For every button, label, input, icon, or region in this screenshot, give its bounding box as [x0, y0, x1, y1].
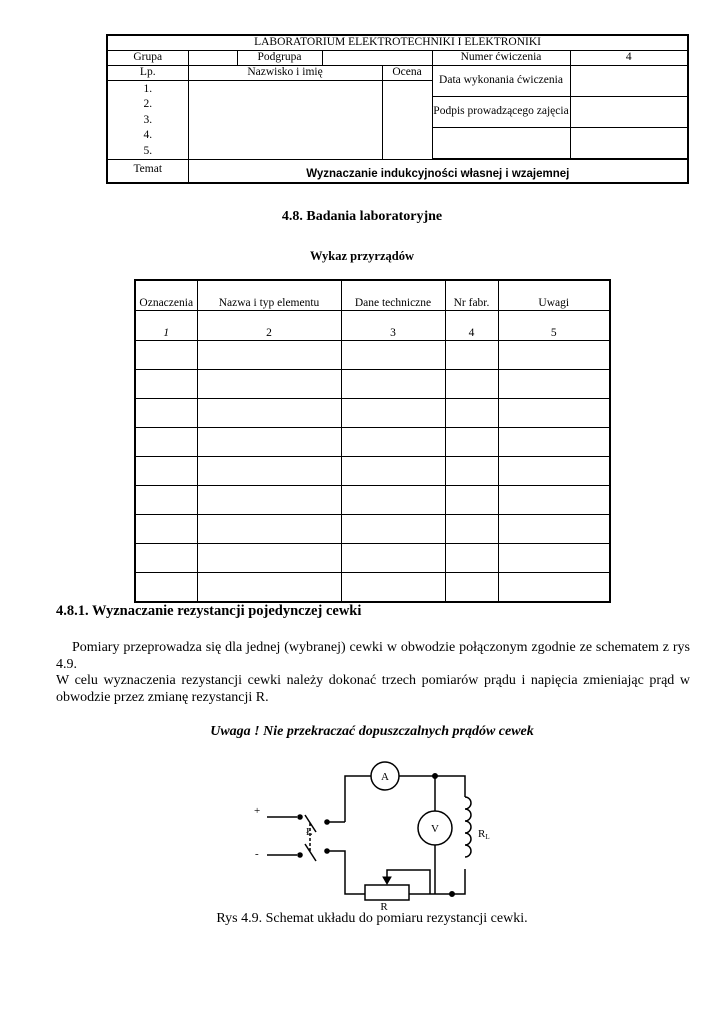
- col-number: 2: [197, 311, 341, 341]
- podgrupa-value-cell: [322, 50, 432, 65]
- podpis-blank-cell: [432, 127, 570, 158]
- wire-top-left: [345, 776, 371, 822]
- instrument-cell: [197, 573, 341, 603]
- lp-label: Lp.: [107, 65, 188, 80]
- instrument-cell: [445, 457, 498, 486]
- lp-numbers: [107, 80, 188, 160]
- instrument-cell: [341, 341, 445, 370]
- instrument-cell: [197, 341, 341, 370]
- coil-label: [478, 828, 490, 841]
- paragraph-1: Pomiary przeprowadza się dla jednej (wybranej) cewki w obwodzie połączonym zgodnie ze schematem z rys 4.9.: [56, 640, 690, 672]
- header-table: [106, 34, 689, 184]
- instrument-cell: [197, 486, 341, 515]
- switch-blade-bottom: [305, 844, 316, 861]
- instrument-cell: [445, 573, 498, 603]
- resistor-label: R: [380, 901, 388, 910]
- instrument-cell: [135, 573, 197, 603]
- col-number: 1: [135, 311, 197, 341]
- instrument-cell: [445, 399, 498, 428]
- ammeter-label: A: [381, 771, 389, 783]
- lp-number: 4.: [143, 129, 153, 141]
- subsection-title: 4.8.1. Wyznaczanie rezystancji pojedynczej cewki: [56, 603, 362, 619]
- instrument-cell: [135, 515, 197, 544]
- instrument-cell: [498, 341, 610, 370]
- col-number: 4: [445, 311, 498, 341]
- col-uwagi: Uwagi: [498, 280, 610, 311]
- coil-label-main: R: [478, 828, 486, 840]
- instrument-row: [135, 370, 610, 399]
- podpis-blank-cell-2: [570, 127, 688, 158]
- instrument-cell: [341, 399, 445, 428]
- instrument-cell: [135, 486, 197, 515]
- instrument-cell: [197, 399, 341, 428]
- instrument-cell: [498, 544, 610, 573]
- instrument-row: [135, 515, 610, 544]
- instrument-cell: [445, 341, 498, 370]
- ocena-cell: [382, 80, 432, 160]
- podpis-value-cell: [570, 96, 688, 127]
- instrument-cell: [498, 428, 610, 457]
- instrument-cell: [197, 428, 341, 457]
- podgrupa-label: Podgrupa: [237, 50, 322, 65]
- instrument-cell: [135, 457, 197, 486]
- terminal-minus-left: [298, 853, 303, 858]
- instrument-cell: [197, 515, 341, 544]
- instrument-row: [135, 544, 610, 573]
- instrument-cell: [341, 486, 445, 515]
- temat-value: Wyznaczanie indukcyjności własnej i wzajemnej: [188, 160, 688, 183]
- nazwisko-cell: [188, 80, 382, 160]
- voltmeter-label: V: [431, 823, 439, 835]
- instrument-cell: [135, 341, 197, 370]
- col-number: 3: [341, 311, 445, 341]
- numer-label: Numer ćwiczenia: [432, 50, 570, 65]
- instrument-cell: [135, 544, 197, 573]
- slider-arrow-icon: [383, 877, 391, 884]
- instrument-row: [135, 573, 610, 603]
- instrument-cell: [498, 573, 610, 603]
- instrument-cell: [445, 544, 498, 573]
- lp-number: 5.: [143, 144, 153, 157]
- resistor-body: [365, 885, 409, 900]
- instrument-cell: [341, 370, 445, 399]
- lp-number: 1.: [143, 82, 153, 95]
- grupa-label: Grupa: [107, 50, 188, 65]
- instruments-table: [134, 279, 611, 603]
- instrument-cell: [197, 370, 341, 399]
- data-label: Data wykonania ćwiczenia: [432, 65, 570, 96]
- temat-label: Temat: [107, 160, 188, 183]
- instrument-cell: [341, 544, 445, 573]
- instruments-number-row: [135, 311, 610, 341]
- terminal-plus-left: [298, 815, 303, 820]
- terminal-minus-right: [325, 849, 330, 854]
- instrument-cell: [197, 544, 341, 573]
- instrument-row: [135, 399, 610, 428]
- data-value-cell: [570, 65, 688, 96]
- col-nazwa: Nazwa i typ elementu: [197, 280, 341, 311]
- lab-title: LABORATORIUM ELEKTROTECHNIKI I ELEKTRONIKI: [107, 35, 688, 50]
- instrument-row: [135, 428, 610, 457]
- circuit-diagram: [240, 760, 500, 910]
- instruments-body: [135, 341, 610, 603]
- lp-number: 2.: [143, 98, 153, 110]
- numer-value: 4: [570, 50, 688, 65]
- instrument-cell: [135, 370, 197, 399]
- instrument-cell: [135, 428, 197, 457]
- instrument-cell: [135, 399, 197, 428]
- instruments-header-row: [135, 280, 610, 311]
- instrument-cell: [498, 457, 610, 486]
- switch-label: Ł: [306, 826, 313, 838]
- col-oznaczenia: Oznaczenia: [135, 280, 197, 311]
- instrument-cell: [445, 428, 498, 457]
- instrument-cell: [498, 515, 610, 544]
- terminal-plus-right: [325, 820, 330, 825]
- lp-number: 3.: [143, 113, 153, 126]
- node-bottom: [450, 892, 455, 897]
- wire-coil-bottom: [452, 869, 465, 894]
- instrument-cell: [445, 370, 498, 399]
- instrument-cell: [498, 370, 610, 399]
- instrument-cell: [445, 515, 498, 544]
- coil-inductor: [465, 797, 471, 857]
- col-number: 5: [498, 311, 610, 341]
- instrument-cell: [341, 573, 445, 603]
- instrument-row: [135, 341, 610, 370]
- col-dane: Dane techniczne: [341, 280, 445, 311]
- instrument-cell: [341, 515, 445, 544]
- warning-text: Uwaga ! Nie przekraczać dopuszczalnych prądów cewek: [210, 724, 534, 739]
- plus-label: +: [254, 805, 261, 817]
- instrument-cell: [197, 457, 341, 486]
- wire-top-right: [399, 776, 465, 797]
- figure-caption: Rys 4.9. Schemat układu do pomiaru rezystancji cewki.: [216, 911, 528, 926]
- wire-bottom-left: [327, 851, 365, 894]
- podpis-label: Podpis prowadzącego zajęcia: [432, 96, 570, 127]
- instrument-cell: [498, 486, 610, 515]
- minus-label: -: [255, 848, 259, 860]
- paragraph-2: W celu wyznaczenia rezystancji cewki należy dokonać trzech pomiarów prądu i napięcia zmieniając prąd w obwodzie przez zmianę rezystancji R.: [56, 673, 690, 705]
- instruments-title: Wykaz przyrządów: [309, 249, 415, 263]
- coil-label-sub: L: [485, 833, 490, 841]
- instrument-row: [135, 486, 610, 515]
- instrument-cell: [341, 428, 445, 457]
- instrument-cell: [341, 457, 445, 486]
- instrument-cell: [445, 486, 498, 515]
- instrument-cell: [498, 399, 610, 428]
- instrument-row: [135, 457, 610, 486]
- grupa-value-cell: [188, 50, 237, 65]
- col-nr-fabr: Nr fabr.: [445, 280, 498, 311]
- node-top: [433, 774, 438, 779]
- nazwisko-label: Nazwisko i imię: [188, 65, 382, 80]
- ocena-label: Ocena: [382, 65, 432, 80]
- section-title: 4.8. Badania laboratoryjne: [281, 209, 443, 224]
